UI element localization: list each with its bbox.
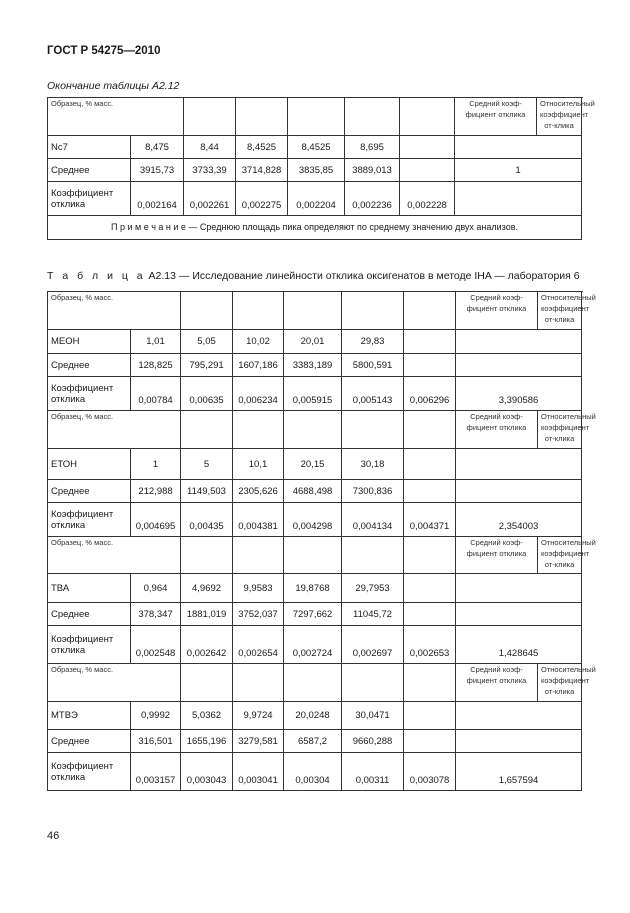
concentration-cell: 29,7953 <box>342 574 404 603</box>
conc-header: Образец, % масс. <box>48 98 184 136</box>
compound-name: ТВА <box>48 574 131 603</box>
coef-cell: 0,002642 <box>181 626 233 664</box>
conc-header: Образец, % масс. <box>48 292 181 330</box>
avg-coef-header: Средний коэф-фициент отклика <box>456 664 538 702</box>
table-row <box>48 330 582 354</box>
conc-header: Образец, % масс. <box>48 537 181 574</box>
coef-cell: 0,002724 <box>284 626 342 664</box>
conc-header: Образец, % масс. <box>48 411 181 449</box>
document-header: ГОСТ Р 54275—2010 <box>47 45 161 57</box>
avg-cell: 378,347 <box>131 603 181 626</box>
table-row <box>48 603 582 626</box>
avg-cell: 3915,73 <box>131 159 184 182</box>
rel-coef-header: Относительный коэффициент от-клика <box>538 411 582 449</box>
avg-cell: 212,988 <box>131 480 181 503</box>
coef-label: Коэффициент отклика <box>48 377 131 411</box>
avg-cell: 9660,288 <box>342 730 404 753</box>
avg-cell: 4688,498 <box>284 480 342 503</box>
table2-caption-prefix: Т а б л и ц а <box>47 270 146 282</box>
mean-coef-cell: 0,002228 <box>400 182 455 216</box>
avg-cell: 128,825 <box>131 354 181 377</box>
avg-cell: 3835,85 <box>288 159 345 182</box>
avg-cell: 6587,2 <box>284 730 342 753</box>
avg-cell: 795,291 <box>181 354 233 377</box>
coef-label: Коэффициент отклика <box>48 182 131 216</box>
compound-name: МЕОН <box>48 330 131 354</box>
avg-label: Среднее <box>48 480 131 503</box>
avg-label: Среднее <box>48 159 131 182</box>
mean-coef-cell: 0,002653 <box>404 626 456 664</box>
table-row <box>48 753 582 791</box>
table-note <box>48 216 582 240</box>
concentration-cell: 8,44 <box>184 136 236 159</box>
concentration-cell: 19,8768 <box>284 574 342 603</box>
rel-coef-header: Относительный коэффициент от-клика <box>538 664 582 702</box>
avg-cell: 2305,626 <box>233 480 284 503</box>
coef-cell: 0,002261 <box>184 182 236 216</box>
compound-name: МТВЭ <box>48 702 131 730</box>
table-row <box>48 702 582 730</box>
avg-label: Среднее <box>48 354 131 377</box>
coef-cell: 0,004134 <box>342 503 404 537</box>
avg-cell: 11045,72 <box>342 603 404 626</box>
coef-cell: 0,003157 <box>131 753 181 791</box>
table-row <box>48 480 582 503</box>
avg-cell: 3383,189 <box>284 354 342 377</box>
avg-coef-header: Средний коэф-фициент отклика <box>456 411 538 449</box>
rel-coef-cell: 1,657594 <box>456 753 582 791</box>
table-row <box>48 98 582 136</box>
concentration-cell: 20,0248 <box>284 702 342 730</box>
rel-coef-header: Относительный коэффициент от-клика <box>537 98 582 136</box>
concentration-cell: 20,01 <box>284 330 342 354</box>
table-row <box>48 730 582 753</box>
concentration-cell: 1 <box>131 449 181 480</box>
coef-cell: 0,003043 <box>181 753 233 791</box>
concentration-cell: 8,695 <box>345 136 400 159</box>
rel-coef-cell: 1 <box>455 159 582 182</box>
coef-cell: 0,00435 <box>181 503 233 537</box>
table-row <box>48 354 582 377</box>
coef-cell: 0,005915 <box>284 377 342 411</box>
concentration-cell: 8,4525 <box>288 136 345 159</box>
mean-coef-cell: 0,004371 <box>404 503 456 537</box>
concentration-cell: 10,02 <box>233 330 284 354</box>
table-row <box>48 537 582 574</box>
coef-cell: 0,005143 <box>342 377 404 411</box>
coef-label: Коэффициент отклика <box>48 503 131 537</box>
avg-coef-header: Средний коэф-фициент отклика <box>455 98 537 136</box>
concentration-cell: 4,9692 <box>181 574 233 603</box>
concentration-cell: 5,05 <box>181 330 233 354</box>
note-text: — Среднюю площадь пика определяют по среднему значению двух анализов. <box>185 222 518 232</box>
coef-cell: 0,006234 <box>233 377 284 411</box>
table-row <box>48 449 582 480</box>
avg-cell: 316,501 <box>131 730 181 753</box>
table-row <box>48 574 582 603</box>
coef-cell: 0,00784 <box>131 377 181 411</box>
coef-label: Коэффициент отклика <box>48 753 131 791</box>
coef-cell: 0,002654 <box>233 626 284 664</box>
coef-cell: 0,002697 <box>342 626 404 664</box>
conc-header: Образец, % масс. <box>48 664 181 702</box>
avg-cell: 7300,836 <box>342 480 404 503</box>
table-a2-13 <box>47 291 596 791</box>
mean-coef-cell: 0,006296 <box>404 377 456 411</box>
coef-cell: 0,004298 <box>284 503 342 537</box>
avg-cell: 1881,019 <box>181 603 233 626</box>
coef-cell: 0,002548 <box>131 626 181 664</box>
page-number: 46 <box>47 830 60 842</box>
concentration-cell: 5,0362 <box>181 702 233 730</box>
rel-coef-cell: 1,428645 <box>456 626 582 664</box>
avg-cell: 1607,186 <box>233 354 284 377</box>
coef-label: Коэффициент отклика <box>48 626 131 664</box>
coef-cell: 0,002204 <box>288 182 345 216</box>
table-row <box>48 159 582 182</box>
concentration-cell: 1,01 <box>131 330 181 354</box>
concentration-cell: 9,9583 <box>233 574 284 603</box>
avg-cell: 7297,662 <box>284 603 342 626</box>
table-a2-12 <box>47 97 595 240</box>
concentration-cell: 30,0471 <box>342 702 404 730</box>
avg-cell: 5800,591 <box>342 354 404 377</box>
concentration-cell: 0,964 <box>131 574 181 603</box>
coef-cell: 0,002236 <box>345 182 400 216</box>
coef-cell: 0,004381 <box>233 503 284 537</box>
compound-name: Nc7 <box>48 136 131 159</box>
coef-cell: 0,00635 <box>181 377 233 411</box>
coef-cell: 0,002164 <box>131 182 184 216</box>
mean-coef-cell: 0,003078 <box>404 753 456 791</box>
concentration-cell: 5 <box>181 449 233 480</box>
table2-caption-text: А2.13 — Исследование линейности отклика оксигенатов в методе IHA — лаборатория 6 <box>145 270 580 282</box>
avg-cell: 3889,013 <box>345 159 400 182</box>
avg-cell: 3733,39 <box>184 159 236 182</box>
avg-label: Среднее <box>48 603 131 626</box>
rel-coef-cell: 3,390586 <box>456 377 582 411</box>
rel-coef-header: Относительный коэффициент от-клика <box>538 537 582 574</box>
avg-coef-header: Средний коэф-фициент отклика <box>456 537 538 574</box>
avg-label: Среднее <box>48 730 131 753</box>
table-row <box>48 377 582 411</box>
concentration-cell: 10,1 <box>233 449 284 480</box>
avg-coef-header: Средний коэф-фициент отклика <box>456 292 538 330</box>
table-row <box>48 216 582 240</box>
concentration-cell: 9,9724 <box>233 702 284 730</box>
note-label: П р и м е ч а н и е <box>111 222 186 232</box>
table-row <box>48 292 582 330</box>
concentration-cell: 29,83 <box>342 330 404 354</box>
compound-name: ЕТОН <box>48 449 131 480</box>
rel-coef-header: Относительный коэффициент от-клика <box>538 292 582 330</box>
coef-cell: 0,00304 <box>284 753 342 791</box>
concentration-cell: 0,9992 <box>131 702 181 730</box>
table-row <box>48 626 582 664</box>
concentration-cell: 30,18 <box>342 449 404 480</box>
rel-coef-cell: 2,354003 <box>456 503 582 537</box>
avg-cell: 1655,196 <box>181 730 233 753</box>
table-row <box>48 136 582 159</box>
avg-cell: 3714,828 <box>236 159 288 182</box>
concentration-cell: 8,475 <box>131 136 184 159</box>
table2-caption <box>47 270 580 282</box>
coef-cell: 0,003041 <box>233 753 284 791</box>
concentration-cell: 20,15 <box>284 449 342 480</box>
coef-cell: 0,002275 <box>236 182 288 216</box>
coef-cell: 0,00311 <box>342 753 404 791</box>
table-row <box>48 664 582 702</box>
table-row <box>48 503 582 537</box>
table-row <box>48 182 582 216</box>
avg-cell: 3279,581 <box>233 730 284 753</box>
avg-cell: 3752,037 <box>233 603 284 626</box>
table-row <box>48 411 582 449</box>
coef-cell: 0,004695 <box>131 503 181 537</box>
concentration-cell: 8,4525 <box>236 136 288 159</box>
avg-cell: 1149,503 <box>181 480 233 503</box>
table1-caption: Окончание таблицы А2.12 <box>47 80 180 92</box>
